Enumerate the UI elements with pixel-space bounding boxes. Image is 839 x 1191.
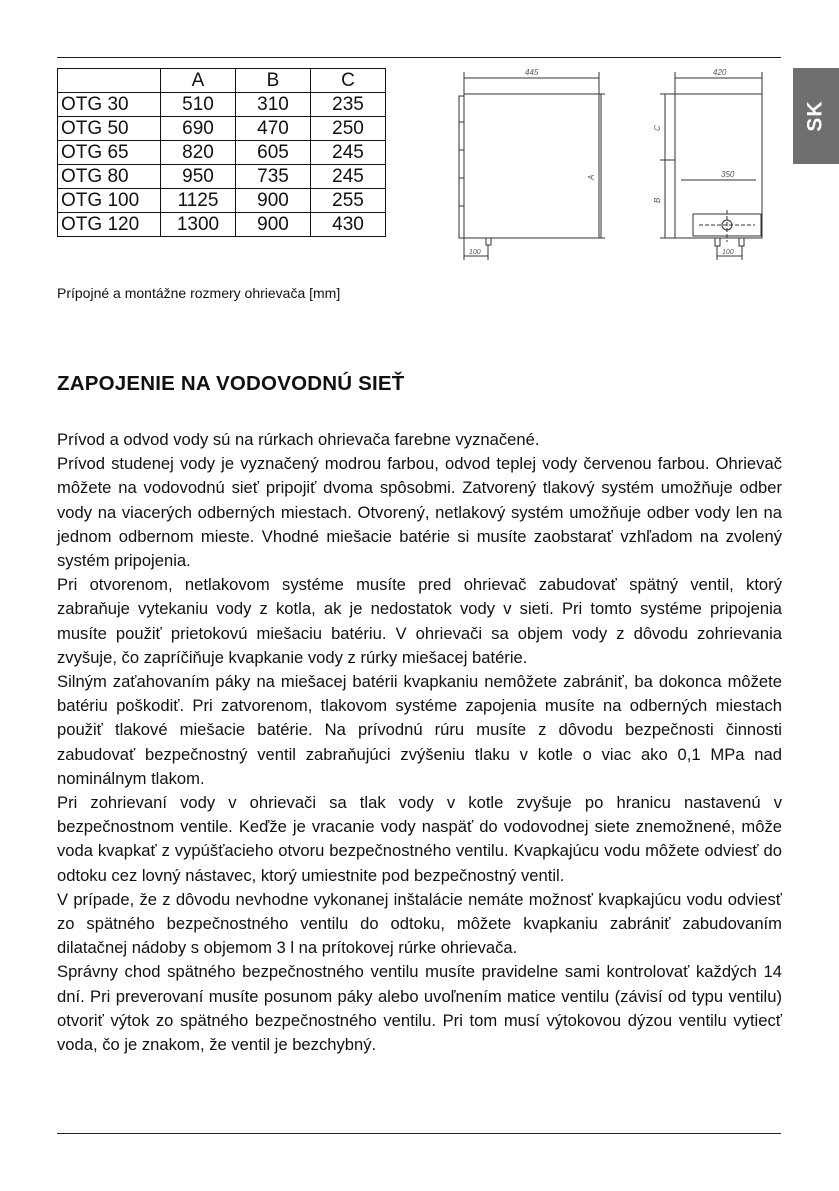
dimension-c-label: C [653, 125, 662, 131]
table-cell: 250 [311, 117, 386, 141]
table-cell: OTG 30 [58, 93, 161, 117]
table-cell: 820 [161, 141, 236, 165]
table-cell: 510 [161, 93, 236, 117]
paragraph: Silným zaťahovaním páky na miešacej batérii kvapkaniu nemôžete zabrániť, ba dokonca môžete batériu poškodiť. Pri zatvorenom, tlakovom systéme zapojenia musíte na odberných miestach použiť tlakové miešacie batérie. Na prívodnú rúru musíte z dôvodu bezpečnosti činnosti zabudovať bezpečnostný ventil zabraňujúci zvýšeniu tlaku v kotle o viac ako 0,1 MPa nad nominálnym tlakom. [57, 672, 782, 788]
table-cell: 735 [236, 165, 311, 189]
paragraph: Správny chod spätného bezpečnostného ventilu musíte pravidelne sami kontrolovať každých 14 dní. Pri preverovaní musíte posunom páky alebo uvoľnením matice ventilu (závisí od typu ventilu) otvoriť výtok zo spätného bezpečnostného ventilu. Pri tom musí výtokovou dýzou ventilu vytiecť voda, čo je znakom, že ventil je bezchybný. [57, 962, 782, 1055]
table-header-cell: C [311, 69, 386, 93]
language-tab-label: SK [804, 100, 827, 132]
table-cell: 1300 [161, 213, 236, 237]
front-width-label: 445 [525, 68, 539, 77]
inner-width-label: 350 [721, 170, 735, 179]
dimension-a-label: A [587, 174, 596, 180]
table-cell: 900 [236, 213, 311, 237]
paragraph: Pri otvorenom, netlakovom systéme musíte pred ohrievač zabudovať spätný ventil, ktorý zabraňuje vytekaniu vody z kotla, ak je nedostatok vody v sieti. Pri tomto systéme pripojenia musíte použiť prietokovú miešaciu batériu. V ohrievači sa objem vody z dôvodu zohrievania zvyšuje, čo zapríčiňuje kvapkanie vody z rúrky miešacej batérie. [57, 575, 782, 667]
table-cell: 470 [236, 117, 311, 141]
top-rule [57, 57, 781, 58]
table-cell: 430 [311, 213, 386, 237]
table-row [58, 213, 386, 237]
table-row [58, 141, 386, 165]
table-row [58, 165, 386, 189]
table-cell: OTG 65 [58, 141, 161, 165]
front-view-mount [459, 96, 464, 238]
table-header-cell: B [236, 69, 311, 93]
table-cell: 245 [311, 141, 386, 165]
bottom-left-label: 100 [469, 249, 481, 256]
dimension-drawing [455, 66, 780, 266]
table-cell: OTG 120 [58, 213, 161, 237]
table-cell: 310 [236, 93, 311, 117]
paragraph: Prívod a odvod vody sú na rúrkach ohrievača farebne vyznačené. [57, 430, 540, 449]
dimensions-table [57, 68, 386, 237]
table-cell: 255 [311, 189, 386, 213]
paragraph: V prípade, že z dôvodu nevhodne vykonanej inštalácie nemáte možnosť kvapkajúcu vodu odviesť zo spätného bezpečnostného ventilu do odtoku, môžete kvapkaniu zabrániť zabudovaním dilatačnej nádoby s objemom 3 l na prítokovej rúrke ohrievača. [57, 889, 782, 958]
figure-caption: Prípojné a montážne rozmery ohrievača [mm] [57, 285, 341, 301]
section-heading: ZAPOJENIE NA VODOVODNÚ SIEŤ [57, 372, 405, 395]
table-cell: 235 [311, 93, 386, 117]
table-cell: 1125 [161, 189, 236, 213]
table-cell: 900 [236, 189, 311, 213]
table-row [58, 117, 386, 141]
body-text [57, 428, 782, 1057]
table-cell: 950 [161, 165, 236, 189]
paragraph: Pri zohrievaní vody v ohrievači sa tlak vody v kotle zvyšuje po hranicu nastavenú v bezpečnostnom ventile. Keďže je vracanie vody naspäť do vodovodnej siete znemožnené, môže voda kvapkať z vypúšťacieho otvoru bezpečnostného ventilu. Kvapkajúcu vodu môžete odviesť do odtoku cez lovný nástavec, ktorý umiestnite pod bezpečnostný ventil. [57, 793, 782, 885]
side-width-label: 420 [713, 68, 727, 77]
language-tab [793, 68, 839, 164]
table-cell: OTG 80 [58, 165, 161, 189]
front-view-body [464, 94, 599, 238]
table-header-cell: A [161, 69, 236, 93]
table-cell: OTG 50 [58, 117, 161, 141]
table-cell: 690 [161, 117, 236, 141]
table-header-row [58, 69, 386, 93]
table-row [58, 189, 386, 213]
table-cell: 245 [311, 165, 386, 189]
table-cell: OTG 100 [58, 189, 161, 213]
bottom-right-label: 100 [722, 249, 734, 256]
table-row [58, 93, 386, 117]
dimension-b-label: B [653, 197, 662, 203]
table-header-cell [58, 69, 161, 93]
front-view-pipe [486, 238, 491, 245]
table-cell: 605 [236, 141, 311, 165]
bottom-rule [57, 1133, 781, 1134]
side-view-body [675, 94, 762, 238]
paragraph: Prívod studenej vody je vyznačený modrou farbou, odvod teplej vody červenou farbou. Ohrievač môžete na vodovodnú sieť pripojiť dvoma spôsobmi. Zatvorený tlakový systém umožňuje odber vody na viacerých odberných miestach. Otvorený, netlakový systém umožňuje odber vody len na jednom odbernom mieste. Vhodné miešacie batérie si musíte zaobstarať vzhľadom na zvolený systém pripojenia. [57, 454, 782, 571]
